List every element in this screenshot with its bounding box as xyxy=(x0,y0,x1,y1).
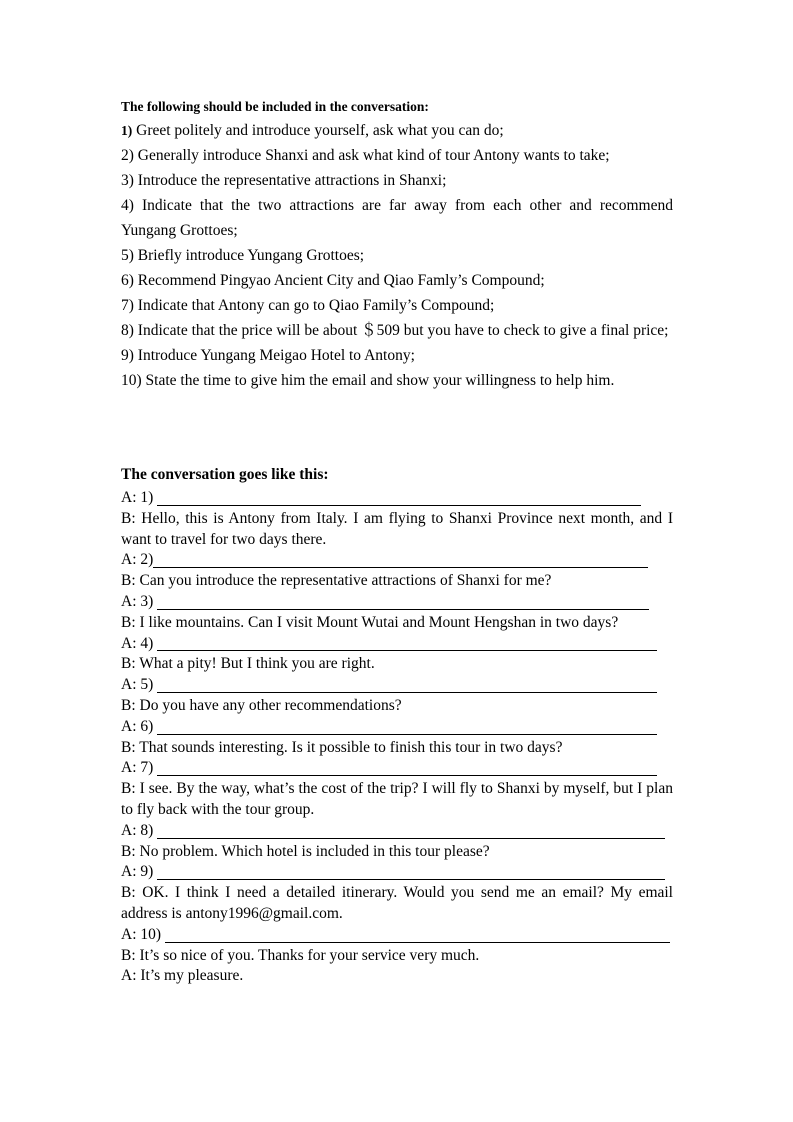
requirement-item xyxy=(121,343,673,368)
answer-line xyxy=(121,862,673,883)
answer-blank[interactable] xyxy=(157,761,657,776)
speaker-a-label: A: 5) xyxy=(121,676,154,694)
answer-blank[interactable] xyxy=(165,928,670,943)
speaker-a-label: A: 2) xyxy=(121,551,154,569)
requirement-text: Generally introduce Shanxi and ask what kind of tour Antony wants to take; xyxy=(133,147,610,164)
answer-line xyxy=(121,675,673,696)
speaker-a-label: A: 7) xyxy=(121,759,154,777)
answer-line xyxy=(121,717,673,738)
speaker-a-label: A: 3) xyxy=(121,592,154,610)
requirement-number: 5) xyxy=(121,247,134,264)
speaker-b-line: B: No problem. Which hotel is included in this tour please? xyxy=(121,842,490,860)
answer-line xyxy=(121,634,673,655)
requirement-number: 7) xyxy=(121,297,134,314)
requirement-number: 1) xyxy=(121,123,133,138)
speaker-b-line: B: Do you have any other recommendations? xyxy=(121,696,402,714)
requirement-number: 10) xyxy=(121,372,142,389)
requirements-heading: The following should be included in the conversation: xyxy=(121,99,429,114)
requirement-text: Briefly introduce Yungang Grottoes; xyxy=(133,247,365,264)
requirement-number: 2) xyxy=(121,147,134,164)
speaker-b-line: B: Can you introduce the representative attractions of Shanxi for me? xyxy=(121,572,552,590)
speaker-b-line: B: OK. I think I need a detailed itinerary. Would you send me an email? My email address is antony1996@gmail.com. xyxy=(121,884,673,922)
answer-line xyxy=(121,550,673,571)
requirement-item xyxy=(121,143,673,168)
answer-line xyxy=(121,925,673,946)
requirement-item xyxy=(121,318,673,343)
requirement-item xyxy=(121,293,673,318)
requirement-number: 4) xyxy=(121,197,134,214)
requirement-text: Indicate that the two attractions are far away from each other and recommend Yungang Grottoes; xyxy=(121,197,673,239)
requirement-text: Greet politely and introduce yourself, ask what you can do; xyxy=(132,122,504,139)
requirement-number: 3) xyxy=(121,172,134,189)
requirement-text: State the time to give him the email and show your willingness to help him. xyxy=(141,372,615,389)
answer-blank[interactable] xyxy=(157,678,657,693)
requirement-item xyxy=(121,193,673,243)
requirement-item xyxy=(121,118,673,143)
answer-line xyxy=(121,821,673,842)
speaker-b-line: B: It’s so nice of you. Thanks for your service very much. xyxy=(121,946,480,964)
speaker-b-line: B: What a pity! But I think you are right. xyxy=(121,655,375,673)
requirements-list xyxy=(121,118,673,393)
answer-line xyxy=(121,592,673,613)
speaker-a-label: A: 10) xyxy=(121,925,162,943)
answer-blank[interactable] xyxy=(157,865,665,880)
speaker-a-label: A: 9) xyxy=(121,863,154,881)
requirement-item xyxy=(121,243,673,268)
requirement-number: 6) xyxy=(121,272,134,289)
answer-line xyxy=(121,758,673,779)
requirement-number: 9) xyxy=(121,347,134,364)
conversation-heading: The conversation goes like this: xyxy=(121,466,329,483)
answer-blank[interactable] xyxy=(157,824,665,839)
speaker-b-line: B: Hello, this is Antony from Italy. I am flying to Shanxi Province next month, and I want to travel for two days there. xyxy=(121,509,673,548)
speaker-b-line: B: I see. By the way, what’s the cost of the trip? I will fly to Shanxi by myself, but I plan to fly back with the tour group. xyxy=(121,780,673,818)
speaker-a-label: A: 6) xyxy=(121,717,154,735)
answer-blank[interactable] xyxy=(157,595,649,610)
speaker-a-label: A: 8) xyxy=(121,821,154,839)
requirement-text: Introduce the representative attractions in Shanxi; xyxy=(133,172,447,189)
answer-blank[interactable] xyxy=(153,553,648,568)
requirement-number: 8) xyxy=(121,322,134,339)
requirement-item xyxy=(121,268,673,293)
speaker-b-line: B: That sounds interesting. Is it possible to finish this tour in two days? xyxy=(121,738,563,756)
conversation xyxy=(121,488,673,987)
answer-blank[interactable] xyxy=(157,491,641,506)
answer-line xyxy=(121,488,673,509)
answer-blank[interactable] xyxy=(157,636,657,651)
answer-blank[interactable] xyxy=(157,720,657,735)
requirement-text: Indicate that the price will be about ＄509 but you have to check to give a final price; xyxy=(133,322,669,339)
requirement-text: Introduce Yungang Meigao Hotel to Antony; xyxy=(133,347,415,364)
requirement-text: Indicate that Antony can go to Qiao Family’s Compound; xyxy=(133,297,495,314)
speaker-a-line: A: It’s my pleasure. xyxy=(121,967,244,985)
requirement-item xyxy=(121,368,673,393)
requirement-item xyxy=(121,168,673,193)
speaker-a-label: A: 4) xyxy=(121,634,154,652)
requirement-text: Recommend Pingyao Ancient City and Qiao Famly’s Compound; xyxy=(133,272,545,289)
speaker-b-line: B: I like mountains. Can I visit Mount Wutai and Mount Hengshan in two days? xyxy=(121,613,619,631)
speaker-a-label: A: 1) xyxy=(121,489,154,506)
